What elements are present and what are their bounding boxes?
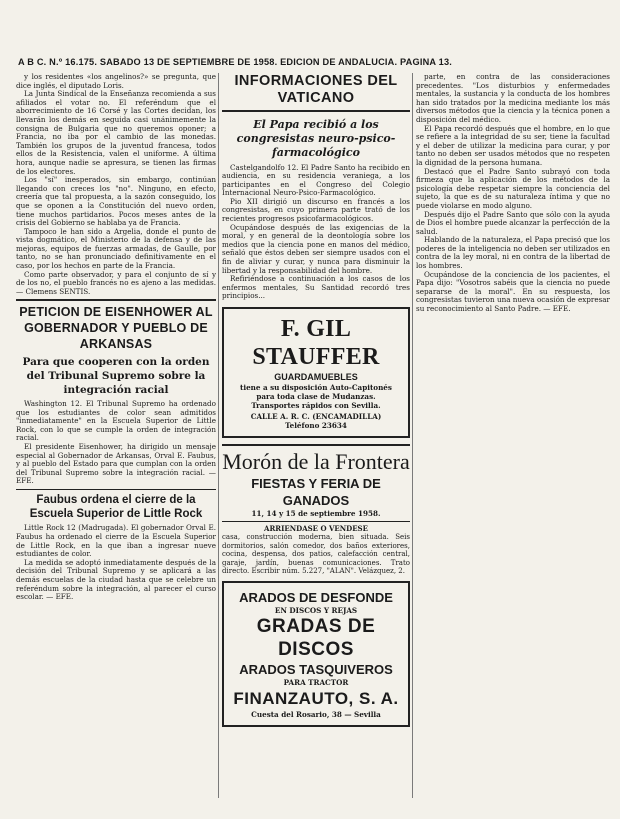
subheadline-pope: El Papa recibió a los congresistas neuro-psico-farmacológico xyxy=(236,117,396,159)
ad-moron xyxy=(222,449,410,518)
divider xyxy=(222,444,410,446)
article-text: Después dijo el Padre Santo que sólo con la ayuda de Dios el hombre puede alcanzar la perfección de la salud. xyxy=(416,209,610,236)
ad-line: FIESTAS Y FERIA DE GANADOS xyxy=(251,475,381,508)
article-text: Pio XII dirigió un discurso en francés a los congresistas, en cuyo primera parte trató de los recientes progresos psicofarmacológicos. xyxy=(222,196,410,224)
article-text: Como parte observador, y para el conjunto de sí y de los no, el pueblo francés no es ajeno a las medidas. — Clemens SENTIS. xyxy=(16,269,216,296)
article-text: Los "sí" inesperados, sin embargo, continúan llegando con creces los "no". Ninguno, en efecto, creería que tal propuesta, a la sazón conseguido, los que se oponen a la Constitución del nuevo orden, tiene muchos partidarios. Pocos meses antes de la crisis del Gobierno se hablaba ya de Francia. xyxy=(16,175,216,228)
article-text: Ocupándose después de las exigencias de la moral, y en general de la deontología sobre los medios que la ciencia pone en manos del médico, señaló que éstos deben ser siempre usados con el fin de aliviar y curar, y nunca para disminuir la libertad y la responsabilidad del hombre. xyxy=(222,222,410,275)
ad-brand-name: F. GIL STAUFFER xyxy=(252,316,380,370)
article-text: La medida se adoptó inmediatamente después de la decisión del Tribunal Supremo y se aplicará a las demás escuelas de la ciudad hasta que se celebre un referéndum sobre la integración, al parecer el curso escolar. — EFE. xyxy=(16,557,216,602)
headline-faubus: Faubus ordena el cierre de la Escuela Superior de Little Rock xyxy=(29,494,203,521)
article-text: Refiriéndose a continuación a los casos de los enfermos mentales, Su Santidad recordó tres principios... xyxy=(222,274,410,301)
ad-gil-stauffer xyxy=(222,307,410,438)
column-divider xyxy=(412,73,413,798)
article-text: Washington 12. El Tribunal Supremo ha ordenado que los estudiantes de color sean admitidos "inmediatamente" en la Escuela Superior de Little Rock, con lo que se cumple la orden de integración racial. xyxy=(16,398,216,443)
ad-line: PARA TRACTOR xyxy=(283,678,349,688)
ad-line: GUARDAMUEBLES xyxy=(274,372,358,382)
ad-finanzauto xyxy=(222,581,410,727)
article-text: parte, en contra de las consideraciones precedentes. "Los disturbios y enfermedades mentales, la sustancia y la conducta de los hombres han sido tratados por la medicina mediante los más diversos métodos que la ciencia y la técnica ponen a disposición del médico. xyxy=(416,73,610,124)
column-divider xyxy=(218,73,219,798)
article-text: El presidente Eisenhower, ha dirigido un mensaje especial al Gobernador de Arkansas, Orval E. Faubus, y al pueblo del Estado para que cumplan con la orden del Tribunal Supremo sobre la integración racial. — EFE. xyxy=(16,441,216,486)
ad-line: Teléfono 23634 xyxy=(285,421,347,430)
article-text: La Junta Sindical de la Enseñanza recomienda a sus afiliados el votar no. El referéndum que el aborrecimiento de 16 Corsé y las Cortes decidan, los llevarán los demás en seguida casi unánimemente la consigna de Bulgaria que no queremos oponer; a Francia, no iba por el cambio de las monedas. También los grupos de la juventud francesa, todos ellos de la Resistencia, valen el uniforme. A última hora, aunque nadie se apresura, se tienen las firmas de los electores. xyxy=(16,89,216,176)
column-right xyxy=(416,73,610,803)
headline-eisenhower: PETICION DE EISENHOWER AL GOBERNADOR Y PUEBLO DE ARKANSAS xyxy=(19,304,213,351)
column-left xyxy=(16,73,216,803)
divider xyxy=(16,489,216,491)
article-text: Tampoco le han sido a Argelia, donde el punto de vista dogmático, el Ministerio de la defensa y de las mejoras, equipos de fuerzas armadas, de Gaulle, por tanto, no se han pronunciado definitivamente en el caso, por los hechos en parte de la Francia. xyxy=(16,226,216,271)
classified-ad xyxy=(222,525,410,575)
article-text: Little Rock 12 (Madrugada). El gobernador Orval E. Faubus ha ordenado el cierre de la Escuela Superior de Little Rock, en la que iban a ingresar nueve estudiantes de color. xyxy=(16,523,216,559)
ad-address: Cuesta del Rosario, 38 — Sevilla xyxy=(251,710,381,720)
section-title-vatican: INFORMACIONES DEL VATICANO xyxy=(234,73,398,106)
article-text: Destacó que el Padre Santo subrayó con toda firmeza que la aplicación de los métodos de la psicología debe respetar siempre la conciencia del sujeto, la que es de su naturaleza íntima y que no puede violarse en modo alguno. xyxy=(416,166,610,210)
ad-line: GRADAS DE DISCOS xyxy=(256,616,376,661)
article-text: Castelgandolfo 12. El Padre Santo ha recibido en audiencia, en su residencia veraniega, a los participantes en el Congreso del Colegio Internacional Neuro-Psico-Farmacológico. xyxy=(222,162,410,198)
ad-line: Transportes rápidos con Sevilla. xyxy=(251,401,381,410)
ad-line: 11, 14 y 15 de septiembre 1958. xyxy=(251,508,381,518)
ad-town-name: Morón de la Frontera xyxy=(222,448,410,474)
page-header: A B C. N.º 16.175. SABADO 13 DE SEPTIEMBRE DE 1958. EDICION DE ANDALUCIA. PAGINA 13. xyxy=(18,57,453,67)
classified-text: casa, construcción moderna, bien situada. Seis dormitorios, salón comedor, dos baños exteriores, cocina, despensa, dos patios, calefacción central, garaje, jardín, buenas comunicaciones. Trato directo. Escribir núm. 5.227, "ALAN". Velázquez, 2. xyxy=(222,533,410,576)
article-text: y los residentes «los angelinos?» se pregunta, que dice inglés, el diputado Loris. xyxy=(16,73,216,90)
ad-line: EN DISCOS Y REJAS xyxy=(274,606,358,616)
subheadline-eisenhower: Para que cooperen con la orden del Tribunal Supremo sobre la integración racial xyxy=(22,355,210,396)
divider xyxy=(16,299,216,301)
ad-company-name: FINANZAUTO, S. A. xyxy=(233,689,399,709)
column-middle xyxy=(222,73,410,803)
article-text: Ocupándose de la conciencia de los pacientes, el Papa dijo: "Vosotros sabéis que la ciencia no puede separarse de la moral". En su respuesta, los congresistas tuvieron una nueva ocasión de expresar su reconocimiento al Santo Padre. — EFE. xyxy=(416,269,610,314)
divider xyxy=(222,521,410,523)
ad-line: CALLE A. R. C. (ENCAMADILLA) xyxy=(250,412,382,421)
ad-line: tiene a su disposición Auto-Capitonés para toda clase de Mudanzas. xyxy=(240,383,392,401)
divider xyxy=(222,110,410,112)
article-text: El Papa recordó después que el hombre, en lo que se refiere a la integridad de su ser, tiene la facultad y el deber de utilizar la medicina para curar, y por tanto no deben ser usados métodos que no respeten la dignidad de la persona humana. xyxy=(416,123,610,167)
ad-line: ARADOS DE DESFONDE xyxy=(239,590,393,606)
classified-heading: ARRIENDASE O VENDESE xyxy=(264,524,368,533)
ad-line: ARADOS TASQUIVEROS xyxy=(239,662,393,678)
article-text: Hablando de la naturaleza, el Papa precisó que los poderes de la inteligencia no deben ser utilizados en contra de la ley moral, ni en contra de la libertad de los hombres. xyxy=(416,235,610,271)
